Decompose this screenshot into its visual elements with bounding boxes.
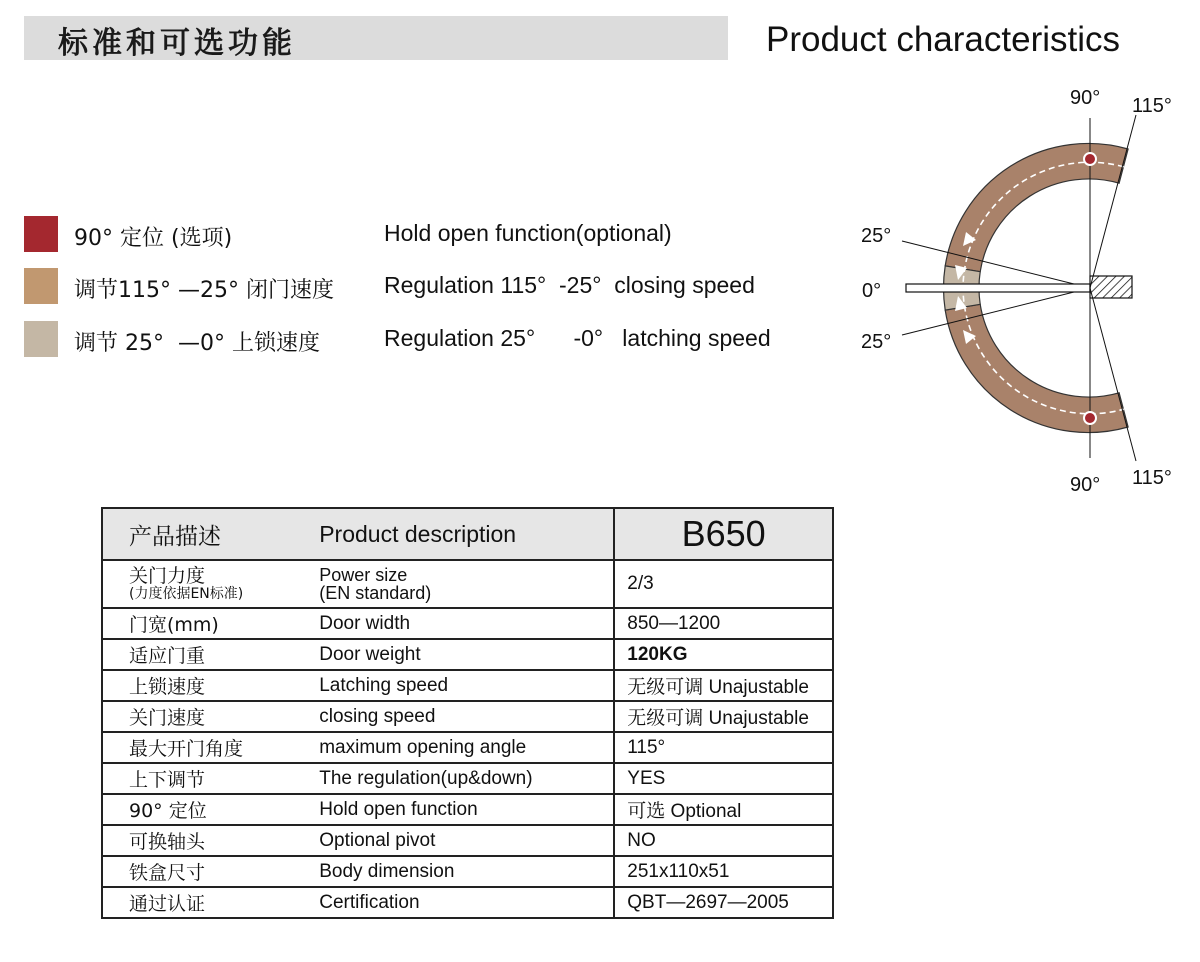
table-row (102, 701, 833, 732)
row-cn: 适应门重 (102, 639, 309, 670)
door-angle-diagram (850, 80, 1190, 500)
angle-label: 0° (862, 280, 882, 302)
table-row (102, 732, 833, 763)
angle-label: 115° (1132, 467, 1172, 489)
row-value: 2/3 (614, 560, 833, 608)
table-row (102, 856, 833, 887)
row-value: YES (614, 763, 833, 794)
header-en: Product description (309, 508, 614, 560)
row-cn: 上锁速度 (102, 670, 309, 701)
row-en: Latching speed (309, 670, 614, 701)
row-cn: 可换轴头 (102, 825, 309, 856)
row-en: Optional pivot (309, 825, 614, 856)
row-cn: 关门力度 (129, 565, 206, 587)
row-cn: 门宽(mm) (102, 608, 309, 639)
table-row (102, 560, 833, 608)
row-en: The regulation(up&down) (309, 763, 614, 794)
closing-speed-swatch (24, 268, 58, 304)
legend-en-label: Hold open function(optional) (384, 220, 672, 246)
row-value: NO (614, 825, 833, 856)
latching-speed-swatch (24, 321, 58, 357)
legend-cn-label: 90° 定位 (选项) (74, 226, 233, 251)
product-spec-table (101, 507, 834, 919)
hold-open-marker (1084, 153, 1096, 165)
row-value: 251x110x51 (614, 856, 833, 887)
row-value: 115° (614, 732, 833, 763)
row-en: closing speed (309, 701, 614, 732)
hold-open-swatch (24, 216, 58, 252)
row-cn-sub: (力度依据EN标准) (129, 586, 244, 602)
angle-label: 25° (861, 225, 892, 247)
table-row (102, 825, 833, 856)
header-cn: 产品描述 (102, 508, 309, 560)
row-value: QBT—2697—2005 (614, 887, 833, 918)
angle-label: 90° (1070, 474, 1101, 496)
legend-cn-label: 调节115° —25° 闭门速度 (74, 278, 334, 303)
row-value: 可选 Optional (614, 794, 833, 825)
row-cn: 铁盒尺寸 (102, 856, 309, 887)
legend-item-closing-speed (24, 268, 824, 304)
door-leaf (906, 284, 1090, 292)
row-en: Door width (309, 608, 614, 639)
row-en: Door weight (309, 639, 614, 670)
table-row (102, 608, 833, 639)
row-cn: 通过认证 (102, 887, 309, 918)
legend-item-hold-open (24, 216, 824, 252)
legend-en-label: Regulation 115° -25° closing speed (384, 272, 755, 298)
table-row (102, 887, 833, 918)
row-cn: 最大开门角度 (102, 732, 309, 763)
row-value: 850—1200 (614, 608, 833, 639)
row-cn: 上下调节 (102, 763, 309, 794)
row-en: Body dimension (309, 856, 614, 887)
model-number: B650 (614, 508, 833, 560)
table-row (102, 670, 833, 701)
row-value: 无级可调 Unajustable (614, 701, 833, 732)
angle-label: 25° (861, 331, 892, 353)
row-cn: 关门速度 (102, 701, 309, 732)
row-value: 无级可调 Unajustable (614, 670, 833, 701)
row-cn: 90° 定位 (102, 794, 309, 825)
legend-item-latching-speed (24, 321, 824, 357)
row-en: maximum opening angle (309, 732, 614, 763)
closer-body (1090, 276, 1132, 298)
row-value: 120KG (614, 639, 833, 670)
table-row (102, 639, 833, 670)
table-row (102, 794, 833, 825)
angle-label: 115° (1132, 95, 1172, 117)
angle-label: 90° (1070, 87, 1101, 109)
legend-cn-label: 调节 25° —0° 上锁速度 (74, 331, 320, 356)
chinese-title: 标准和可选功能 (58, 26, 296, 61)
hold-open-marker (1084, 412, 1096, 424)
row-en-sub: (EN standard) (319, 583, 432, 603)
row-en: Power size (319, 565, 408, 585)
legend-en-label: Regulation 25° -0° latching speed (384, 325, 771, 351)
row-en: Certification (309, 887, 614, 918)
table-header-row (102, 508, 833, 560)
row-en: Hold open function (309, 794, 614, 825)
table-row (102, 763, 833, 794)
english-title: Product characteristics (766, 20, 1121, 59)
